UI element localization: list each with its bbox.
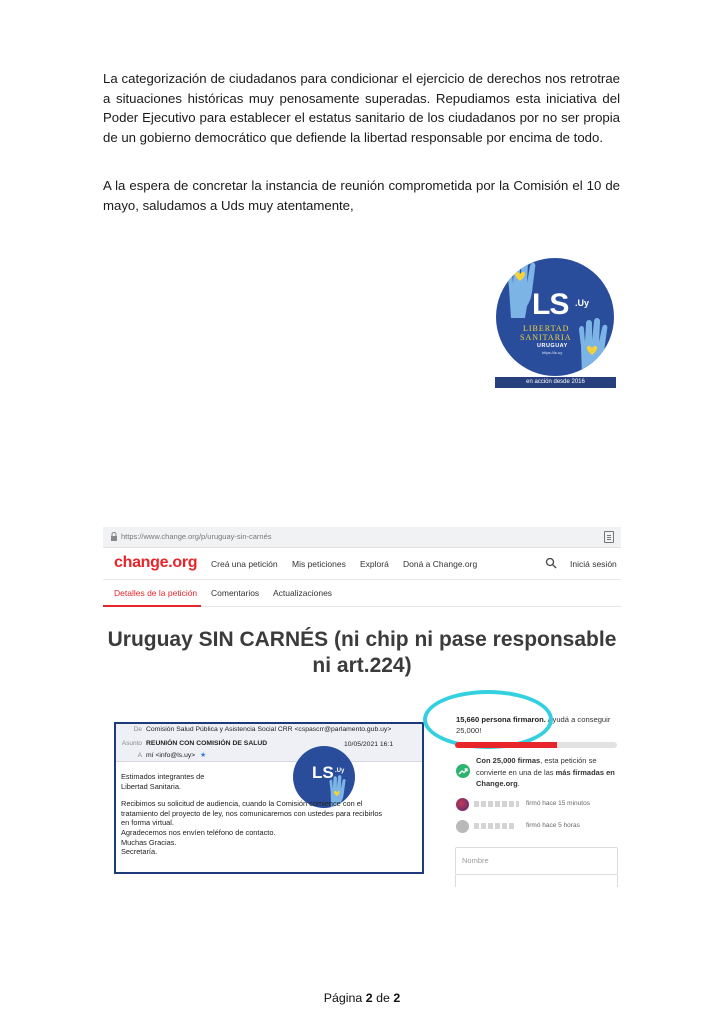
nav-login: Iniciá sesión <box>570 559 617 569</box>
petition-title <box>103 627 621 679</box>
logo-uruguay-text: URUGUAY <box>537 343 568 349</box>
email-from-label: De <box>133 726 142 733</box>
blurred-signer-name <box>474 823 516 829</box>
browser-url-bar <box>103 527 621 548</box>
email-logo-ls: LS <box>312 763 334 782</box>
next-field <box>455 875 618 887</box>
email-body-line: Estimados integrantes de <box>121 772 205 781</box>
signer-time: firmó hace 15 minutos <box>526 800 590 807</box>
footer-mid: de <box>372 991 394 1005</box>
logo-ls-text: LS <box>532 288 569 321</box>
active-tab-underline <box>103 605 201 607</box>
signature-count-rest: Ayudá a conseguir 25,000! <box>456 715 611 735</box>
logo-circle <box>496 258 614 376</box>
recent-signer <box>455 798 620 812</box>
change-org-logo: change.org <box>114 554 198 571</box>
name-field <box>455 847 618 875</box>
highlight-oval <box>423 690 553 749</box>
petition-title-line2: ni art.224) <box>312 654 412 677</box>
email-body <box>121 772 421 857</box>
avatar <box>456 820 469 833</box>
logo-url-text: https://ls.uy <box>542 350 563 355</box>
email-body-line: Libertad Sanitaria. <box>121 781 181 791</box>
email-subject-value: REUNIÓN CON COMISIÓN DE SALUD <box>146 740 268 747</box>
change-org-screenshot <box>103 527 621 887</box>
nav-my-petitions: Mis peticiones <box>292 559 346 569</box>
tab-comments: Comentarios <box>211 588 260 598</box>
avatar <box>456 798 469 811</box>
signature-count-bold: 15,660 persona firmaron. <box>456 715 546 724</box>
email-body-line: en forma virtual. <box>121 818 174 828</box>
star-icon: ★ <box>200 752 207 759</box>
email-body-line: Muchas Gracias. <box>121 837 177 847</box>
goal-text-bold: Con 25,000 firmas <box>476 756 541 765</box>
email-from-value: Comisión Salud Pública y Asistencia Social CRR <cspascrr@parlamento.gub.uy> <box>146 726 392 733</box>
logo-libertad-text: LIBERTAD <box>523 324 570 333</box>
logo-uy-text: .Uy <box>575 298 590 308</box>
tab-updates: Actualizaciones <box>273 588 333 598</box>
libertad-sanitaria-logo <box>495 258 616 388</box>
footer-page: 2 <box>365 991 373 1005</box>
progress-fill <box>455 742 557 748</box>
site-navbar <box>103 548 621 580</box>
reader-mode-icon <box>604 531 614 543</box>
name-field-label: Nombre <box>462 856 489 865</box>
email-to-value: mí <info@ls.uy> <box>146 752 196 759</box>
paragraph-categorization: La categorización de ciudadanos para condicionar el ejercicio de derechos nos retrotrae a situaciones históricas muy penosamente superadas. Repudiamos esta iniciativa del Poder Ejecutivo para establecer el estatus sanitario de los ciudadanos por no ser propia de un gobierno democrático que defiende la libertad responsable por encima de todo. <box>103 71 620 145</box>
petition-title-line1: Uruguay SIN CARNÉS (ni chip ni pase responsable <box>107 628 617 651</box>
footer-prefix: Página <box>323 991 366 1005</box>
search-icon <box>545 557 557 569</box>
email-to-label: A <box>137 752 142 759</box>
footer-total: 2 <box>393 991 401 1005</box>
blurred-signer-name <box>474 801 519 807</box>
signer-time: firmó hace 5 horas <box>526 822 580 829</box>
email-logo-uy: .Uy <box>335 768 345 774</box>
nav-create-petition: Creá una petición <box>211 559 278 569</box>
email-body-line: Agradecemos nos envíen teléfono de contacto. <box>121 827 276 837</box>
goal-text-rest: , esta petición se convierte en una de las <box>476 756 597 777</box>
email-body-line: Secretaría. <box>121 847 158 857</box>
email-body-line: tratamiento del proyecto de ley, nos comunicaremos con ustedes para recibirlos <box>121 808 383 818</box>
email-image <box>114 722 424 874</box>
signature-progress-bar <box>455 742 617 748</box>
goal-text-bold2: más firmadas en Change.org <box>476 767 615 788</box>
nav-explore: Explorá <box>360 559 389 569</box>
goal-text-end: . <box>517 779 520 788</box>
lock-icon <box>110 532 118 541</box>
email-date: 10/05/2021 16:1 <box>344 741 394 748</box>
tab-details: Detalles de la petición <box>114 588 198 598</box>
raised-hand-right-icon <box>576 316 612 376</box>
email-body-line: Recibimos su solicitud de audiencia, cuando la Comisión comience con el <box>121 799 363 809</box>
email-header <box>116 724 422 762</box>
paragraph-closing: A la espera de concretar la instancia de reunión comprometida por la Comisión el 10 de mayo, saludamos a Uds muy atentamente, <box>103 178 620 213</box>
url-text: https://www.change.org/p/uruguay-sin-carnés <box>121 532 272 541</box>
email-subject-label: Asunto <box>121 740 142 747</box>
logo-sanitaria-text: SANITARIA <box>520 333 572 342</box>
nav-donate: Doná a Change.org <box>403 559 478 569</box>
goal-text <box>476 755 618 790</box>
logo-band: en acción desde 2016 <box>495 377 616 388</box>
trending-up-icon <box>456 764 470 778</box>
page-footer <box>0 991 724 1005</box>
petition-tabs <box>103 580 621 607</box>
recent-signer <box>455 820 620 834</box>
